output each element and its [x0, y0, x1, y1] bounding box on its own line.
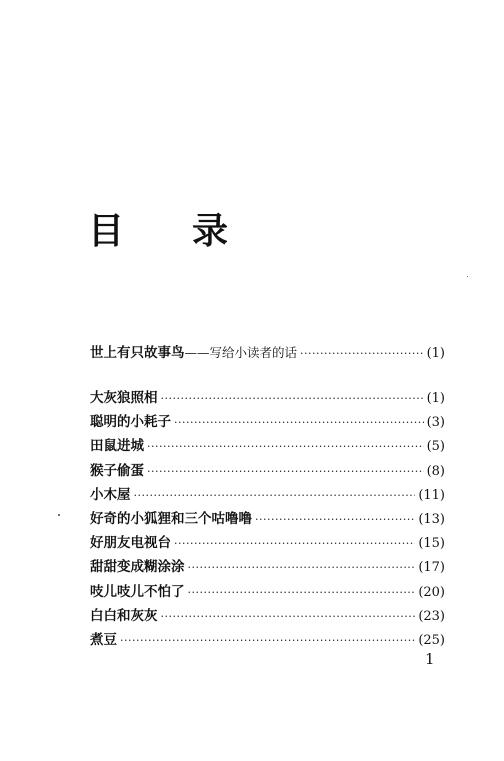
- dot-leader: [120, 634, 415, 647]
- toc-entry[interactable]: [90, 580, 445, 604]
- toc-intro: [90, 341, 445, 365]
- entry-title: 大灰狼照相: [90, 390, 158, 406]
- dot-leader: [300, 347, 424, 360]
- entry-title: 田鼠进城: [90, 438, 144, 455]
- entry-title: 好朋友电视台: [90, 535, 171, 552]
- dot-leader: [188, 561, 416, 574]
- entry-title: 吱儿吱儿不怕了: [90, 583, 185, 600]
- entry-title: 甜甜变成糊涂涂: [90, 559, 185, 576]
- entry-page: (25): [418, 632, 445, 648]
- dot-leader: [255, 513, 415, 526]
- dot-leader: [174, 416, 424, 429]
- toc-entry[interactable]: [90, 507, 445, 531]
- scan-speck: [58, 514, 60, 516]
- toc-entry[interactable]: [90, 410, 445, 434]
- entry-page: (3): [426, 415, 445, 431]
- entry-page: (1): [426, 391, 445, 406]
- dot-leader: [188, 586, 416, 599]
- entry-subtitle: 写给小读者的话: [209, 345, 298, 360]
- entry-page: (20): [418, 584, 445, 600]
- entry-page: (11): [418, 487, 445, 503]
- title-char-2: 录: [192, 211, 229, 252]
- dot-leader: [147, 440, 424, 453]
- entry-page: (5): [426, 439, 445, 455]
- entry-title: 白白和灰灰: [90, 607, 158, 624]
- dot-leader: [174, 537, 415, 550]
- dot-leader: [134, 489, 416, 502]
- toc-entry[interactable]: [90, 555, 445, 579]
- scan-speck: [467, 276, 468, 277]
- entry-title: 好奇的小狐狸和三个咕噜噜: [90, 510, 252, 527]
- toc-entry[interactable]: [90, 386, 445, 410]
- dot-leader: [161, 392, 424, 405]
- entry-page: (17): [418, 560, 445, 576]
- toc-entry[interactable]: [90, 628, 445, 652]
- toc-entry[interactable]: [90, 531, 445, 555]
- toc-entry[interactable]: [90, 604, 445, 628]
- entry-page: (23): [418, 608, 445, 624]
- entry-title: 聪明的小耗子: [90, 414, 171, 431]
- dot-leader: [161, 610, 416, 623]
- page-number: 1: [425, 650, 435, 668]
- title-char-1: 目: [88, 211, 125, 252]
- entry-title: 世上有只故事鸟: [90, 345, 185, 361]
- entry-page: (8): [426, 463, 445, 479]
- toc-entry[interactable]: [90, 483, 445, 507]
- entry-title: 小木屋: [90, 486, 131, 503]
- toc-entry-intro[interactable]: [90, 341, 445, 365]
- entry-title: 猴子偷蛋: [90, 462, 144, 479]
- toc-entry[interactable]: [90, 459, 445, 483]
- entry-page: (13): [418, 511, 445, 527]
- entry-page: (1): [426, 346, 445, 361]
- entry-dash: ——: [184, 345, 210, 360]
- entry-title: 煮豆: [90, 631, 117, 648]
- dot-leader: [147, 465, 424, 478]
- toc-entry[interactable]: [90, 434, 445, 458]
- toc-list: [90, 386, 445, 652]
- entry-page: (15): [418, 536, 445, 552]
